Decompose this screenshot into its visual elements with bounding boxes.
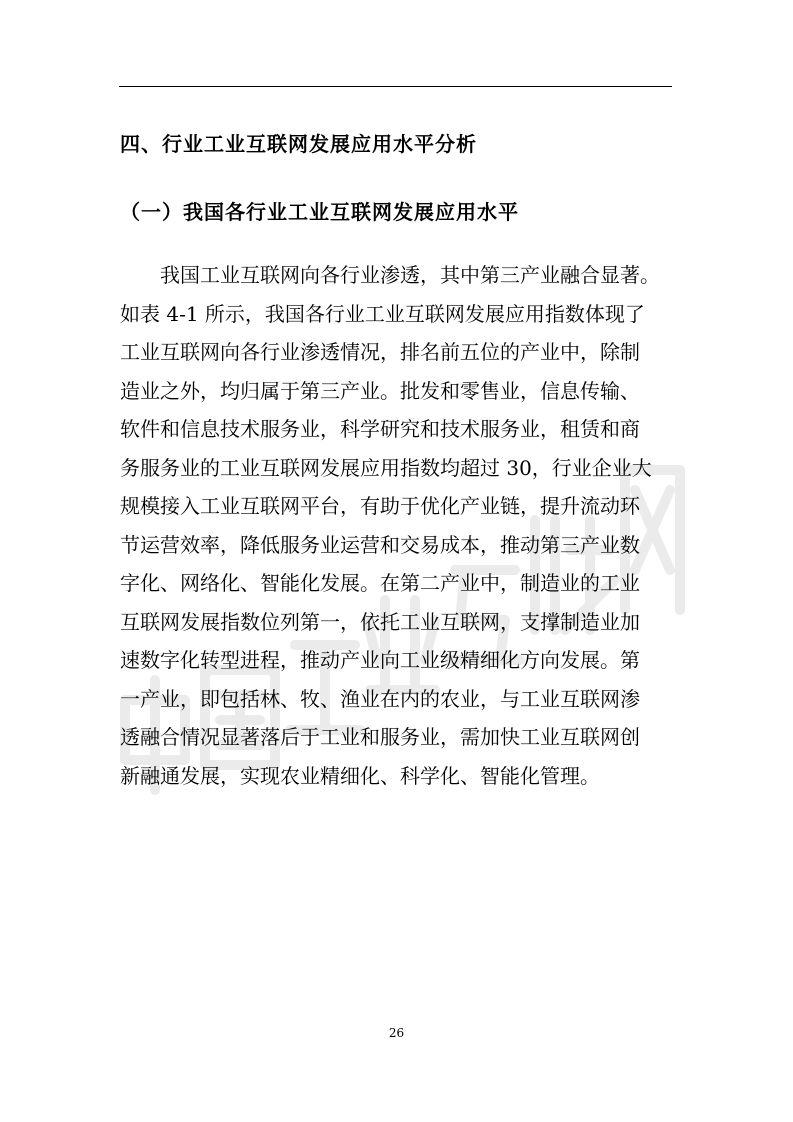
- paragraph-line: 规模接入工业互联网平台，有助于优化产业链，提升流动环: [120, 494, 640, 518]
- paragraph-line: 务服务业的工业互联网发展应用指数均超过 30，行业企业大: [120, 455, 652, 480]
- paragraph-line: 新融通发展，实现农业精细化、科学化、智能化管理。: [120, 763, 600, 788]
- paragraph-line: 透融合情况显著落后于工业和服务业，需加快工业互联网创: [120, 725, 640, 749]
- paragraph-line: 字化、网络化、智能化发展。在第二产业中，制造业的工业: [120, 571, 640, 595]
- subsection-title: （一）我国各行业工业互联网发展应用水平: [120, 200, 519, 224]
- paragraph-line: 造业之外，均归属于第三产业。批发和零售业，信息传输、: [120, 378, 640, 403]
- paragraph-line: 我国工业互联网向各行业渗透，其中第三产业融合显著。: [160, 263, 660, 287]
- section-title: 四、行业工业互联网发展应用水平分析: [120, 132, 477, 156]
- paragraph-line: 如表 4-1 所示，我国各行业工业互联网发展应用指数体现了: [120, 301, 645, 326]
- paragraph-line: 节运营效率，降低服务业运营和交易成本，推动第三产业数: [120, 532, 640, 557]
- paragraph-line: 一产业，即包括林、牧、渔业在内的农业，与工业互联网渗: [120, 686, 640, 711]
- paragraph-line: 速数字化转型进程，推动产业向工业级精细化方向发展。第: [120, 648, 640, 672]
- body-paragraph: [120, 256, 676, 795]
- paragraph-line: 工业互联网向各行业渗透情况，排名前五位的产业中，除制: [120, 340, 640, 364]
- header-rule: [119, 86, 672, 87]
- paragraph-line: 互联网发展指数位列第一，依托工业互联网，支撑制造业加: [120, 609, 640, 634]
- page-number: 26: [388, 1026, 405, 1040]
- paragraph-line: 软件和信息技术服务业，科学研究和技术服务业，租赁和商: [120, 417, 640, 441]
